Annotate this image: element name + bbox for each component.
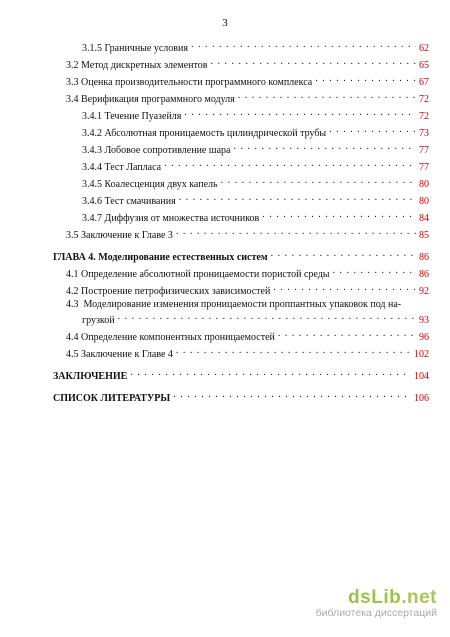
logo-tld: .net — [401, 587, 437, 608]
toc-entry-number: 4.4 — [66, 332, 79, 343]
toc-entry[interactable] — [82, 123, 429, 139]
toc-entry-page[interactable]: 72 — [419, 111, 429, 122]
toc-entry-number: 3.4.3 — [82, 145, 102, 156]
toc-entry-continuation[interactable] — [82, 310, 429, 326]
dot-leader — [221, 174, 416, 187]
toc-entry-number: 3.4 — [66, 94, 79, 105]
toc-entry-page[interactable]: 92 — [419, 286, 429, 297]
dot-leader — [210, 55, 416, 68]
toc-entry-title: Граничные условия — [104, 43, 188, 54]
dslib-logo — [316, 587, 437, 609]
dot-leader — [329, 123, 416, 136]
dot-leader — [176, 344, 411, 357]
toc-chapter-title: ЗАКЛЮЧЕНИЕ — [53, 371, 128, 382]
toc-entry-title: Определение абсолютной проницаемости пористой среды — [81, 269, 330, 280]
toc-entry[interactable] — [66, 72, 429, 88]
toc-entry-page[interactable]: 77 — [419, 162, 429, 173]
toc-entry-number: 4.2 — [66, 286, 79, 297]
toc-entry-page[interactable]: 84 — [419, 213, 429, 224]
toc-entry-page[interactable]: 85 — [419, 230, 429, 241]
toc-entry[interactable] — [82, 157, 429, 173]
dslib-watermark — [316, 587, 437, 619]
toc-entry-title: Тест смачивания — [104, 196, 176, 207]
dot-leader — [184, 106, 416, 119]
toc-entry[interactable] — [66, 225, 429, 241]
toc-chapter-title: СПИСОК ЛИТЕРАТУРЫ — [53, 393, 171, 404]
toc-chapter-title: Моделирование естественных систем — [98, 252, 268, 263]
dot-leader — [164, 157, 416, 170]
toc-entry-number: 3.5 — [66, 230, 79, 241]
toc-entry-page[interactable]: 62 — [419, 43, 429, 54]
toc-entry[interactable] — [66, 264, 429, 280]
dot-leader — [271, 247, 416, 260]
toc-entry[interactable] — [82, 208, 429, 224]
page-number: 3 — [222, 17, 228, 29]
toc-chapter-number: ГЛАВА 4. — [53, 252, 96, 263]
toc-entry[interactable] — [82, 191, 429, 207]
toc-entry-number: 3.1.5 — [82, 43, 102, 54]
toc-entry-title: Абсолютная проницаемость цилиндрической трубы — [104, 128, 327, 139]
toc-entry-number: 4.1 — [66, 269, 79, 280]
toc-entry-page[interactable]: 77 — [419, 145, 429, 156]
toc-entry[interactable] — [66, 344, 429, 360]
dot-leader — [233, 140, 416, 153]
toc-entry-page[interactable]: 96 — [419, 332, 429, 343]
toc-entry-page[interactable]: 80 — [419, 179, 429, 190]
toc-entry[interactable] — [66, 55, 429, 71]
toc-entry[interactable] — [66, 327, 429, 343]
toc-entry-page[interactable]: 72 — [419, 94, 429, 105]
toc-entry-title: Диффузия от множества источников — [104, 213, 260, 224]
toc-entry-title: Лобовое сопротивление шара — [104, 145, 231, 156]
toc-entry-number: 3.2 — [66, 60, 79, 71]
toc-entry-number: 3.4.2 — [82, 128, 102, 139]
toc-entry-number: 3.4.7 — [82, 213, 102, 224]
toc-entry-page[interactable]: 106 — [414, 393, 429, 404]
toc-entry-title: Заключение к Главе 3 — [81, 230, 173, 241]
toc-entry-title: Моделирование изменения проницаемости проппантных упаковок под на- — [83, 299, 402, 310]
toc-entry-number: 3.4.1 — [82, 111, 102, 122]
toc-entry-number: 4.3 — [66, 299, 79, 310]
toc-entry-page[interactable]: 73 — [419, 128, 429, 139]
toc-entry-page[interactable]: 104 — [414, 371, 429, 382]
dot-leader — [130, 366, 411, 379]
toc-entry-title: Течение Пуазейля — [104, 111, 182, 122]
toc-entry-title: Заключение к Главе 4 — [81, 349, 173, 360]
toc-entry[interactable] — [82, 38, 429, 54]
toc-entry-title: Тест Лапласа — [104, 162, 162, 173]
toc-entry-page[interactable]: 102 — [414, 349, 429, 360]
toc-entry-page[interactable]: 93 — [419, 315, 429, 326]
toc-entry-number: 3.4.6 — [82, 196, 102, 207]
logo-main: dsLib — [348, 587, 402, 608]
dot-leader — [278, 327, 416, 340]
dot-leader — [118, 310, 416, 323]
toc-entry-page[interactable]: 65 — [419, 60, 429, 71]
dslib-subtitle: библиотека диссертаций — [315, 607, 437, 619]
toc-entry-page[interactable]: 86 — [419, 269, 429, 280]
dot-leader — [273, 281, 416, 294]
toc-entry-title: грузкой — [82, 315, 115, 326]
dot-leader — [262, 208, 416, 221]
toc-entry-title: Определение компонентных проницаемостей — [81, 332, 275, 343]
toc-entry-number: 3.4.5 — [82, 179, 102, 190]
toc-entry-number: 4.5 — [66, 349, 79, 360]
toc-entry-number: 3.3 — [66, 77, 79, 88]
toc-entry-title: Построение петрофизических зависимостей — [81, 286, 271, 297]
toc-entry-title: Коалесценция двух капель — [104, 179, 218, 190]
toc-entry-page[interactable]: 80 — [419, 196, 429, 207]
toc-references-entry[interactable] — [53, 388, 429, 404]
toc-conclusion-entry[interactable] — [53, 366, 429, 382]
toc-entry[interactable] — [82, 106, 429, 122]
toc-entry[interactable] — [66, 89, 429, 105]
dot-leader — [238, 89, 416, 102]
toc-entry[interactable] — [82, 140, 429, 156]
dot-leader — [315, 72, 416, 85]
dot-leader — [179, 191, 416, 204]
toc-entry-title: Метод дискретных элементов — [81, 60, 208, 71]
toc-entry-title: Оценка производительности программного комплекса — [81, 77, 313, 88]
dot-leader — [191, 38, 416, 51]
toc-entry[interactable] — [82, 174, 429, 190]
toc-entry-page[interactable]: 86 — [419, 252, 429, 263]
dot-leader — [333, 264, 416, 277]
dot-leader — [176, 225, 416, 238]
toc-entry[interactable] — [66, 281, 429, 297]
toc-chapter-entry[interactable] — [53, 247, 429, 263]
toc-entry-page[interactable]: 67 — [419, 77, 429, 88]
toc-entry-title: Верификация программного модуля — [81, 94, 235, 105]
toc-entry-number: 3.4.4 — [82, 162, 102, 173]
dot-leader — [173, 388, 411, 401]
